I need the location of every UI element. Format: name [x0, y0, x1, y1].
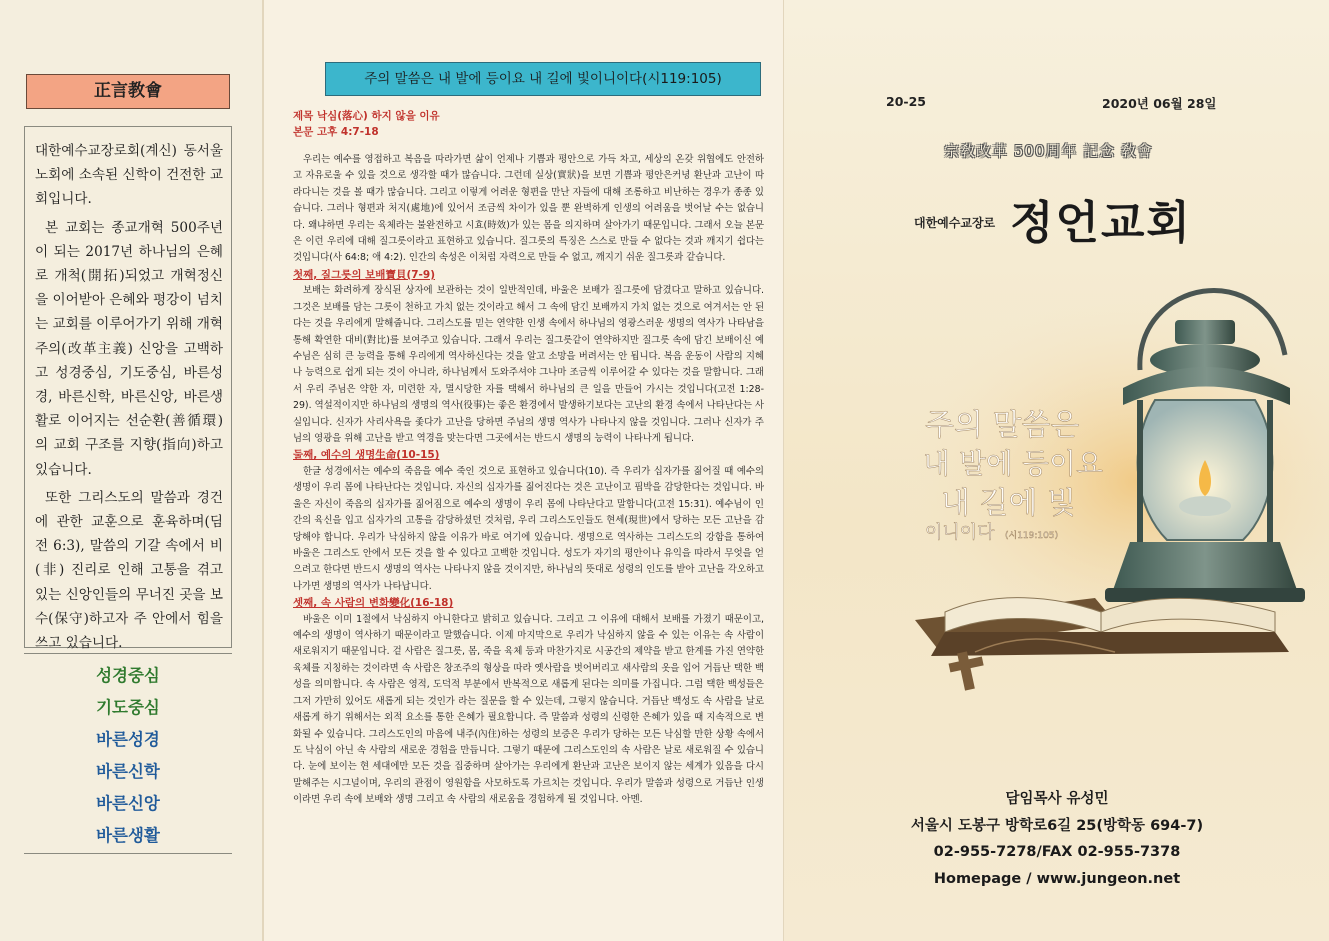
intro-paragraph: 또한 그리스도의 말씀과 경건에 관한 교훈으로 훈육하며(딤전 6:3), 말씀의 기갈 속에서 비(非) 진리로 인해 고통을 겪고 있는 신앙인들의 무너진 곳을 보수(保守)하고자 주 안에서 힘을 쓰고 있습니다.	[35, 489, 223, 652]
art-reference: (시119:105)	[1005, 531, 1059, 541]
slogan-item: 바른신학	[96, 762, 160, 781]
bulletin-date: 2020년 06월 28일	[1102, 96, 1217, 111]
church-intro	[24, 126, 232, 652]
section-heading: 셋째, 속 사람의 변화變化(16-18)	[293, 597, 454, 610]
reformation-label: 宗敎改革 500周年 記念 敎會	[944, 142, 1153, 160]
church-phone: 02-955-7278/FAX 02-955-7378	[933, 844, 1181, 860]
section-body: 한글 성경에서는 예수의 죽음을 예수 죽인 것으로 표현하고 있습니다(10). 즉 우리가 십자가를 짊어질 때 예수의 생명이 우리 몸에 나타난다는 것입니다. 자신의 십자가를 짊어진다는 것은 고난이고 핍박을 감당한다는 것입니다. 바울은 자신이 죽음의 십자가를 짊어짐으로 예수의 생명이 우리 몸에 나타난다고 말합니다(고전 15:31). 예수님이 인간의 육신을 입고 십자가의 고통을 감당하셨던 것처럼, 우리 그리스도인들도 현세(現世)에서 당하는 모든 고난을 감당해야 합니다. 우리가 낙심하지 않을 이유가 바로 여기에 있습니다. 생명으로 역사하는 그리스도의 강함을 통하여 바울은 그리스도 안에서 모든 것을 할 수 있다고 고백한 것입니다. 성도가 자기의 평안이나 유익을 따라서 무엇을 얻으려고 한다면 반드시 생명의 역사는 나타나지 않을 것이지만, 하나님의 뜻대로 성령의 인도를 받아 고난을 각오하고 나가면 생명의 역사가 나타납니다.	[293, 465, 764, 592]
sermon-title: 제목 낙심(落心) 하지 않을 이유	[293, 110, 440, 122]
theme-verse: 주의 말씀은 내 발에 등이요 내 길에 빛이니이다(시119:105)	[364, 71, 722, 87]
section-body: 보배는 화려하게 장식된 상자에 보관하는 것이 일반적인데, 바울은 보배가 질그릇에 담겼다고 말하고 있습니다. 그것은 보배를 담는 그릇이 천하고 가치 없는 것이라고 해서 그 속에 담긴 보배까지 가치 없는 것으로 여겨서는 안 된다는 것을 우리에게 말해줍니다. 그리스도를 믿는 연약한 인생 속에서 하나님의 영광스러운 생명의 역사가 나타남을 통해 확연한 대비(對比)를 보여주고 있습니다. 그래서 우리는 질그릇같이 연약하지만 질그릇 속에 담긴 보배이신 예수님은 심히 큰 능력을 통해 우리에게 역사하신다는 것을 알고 소망을 버려서는 안 됩니다. 복음 운동이 사람의 지혜나 능력으로 쉽게 되는 것이 아니라, 하나님께서 도와주셔야 그나마 조금씩 이루어갈 수 있다는 것을 말합니다. 그래서 우리 주님은 약한 자, 미련한 자, 멸시당한 자를 택해서 하나님의 큰 일을 만들어 가시는 것입니다(고전 1:28-29). 역설적이지만 하나님의 생명의 역사(役事)는 좋은 환경에서 발생하기보다는 고난의 환경 속에서 나타난다는 사실입니다. 신자가 사리사욕을 좇다가 고난을 당하면 주님의 생명 역사가 나타나지 않을 것입니다. 그러나 신자가 주님의 영광을 위해 고난을 받고 역경을 맞는다면 그곳에서는 반드시 생명의 능력이 나타나게 됩니다.	[293, 285, 764, 444]
sermon-body	[293, 108, 764, 809]
theme-verse-box	[325, 62, 761, 96]
fold-line	[262, 0, 264, 941]
art-line: 내 발에 등이요	[923, 447, 1104, 480]
section-heading: 둘째, 예수의 생명生命(10-15)	[293, 449, 440, 462]
church-name-box	[26, 74, 230, 109]
pastor-name: 담임목사 유성민	[1005, 791, 1109, 807]
church-name-hanja: 正言教會	[94, 81, 162, 101]
art-line: 이니이다	[925, 522, 995, 543]
art-line: 주의 말씀은	[925, 408, 1080, 443]
church-address: 서울시 도봉구 방학로6길 25(방학동 694-7)	[910, 817, 1204, 834]
slogan-item: 성경중심	[96, 666, 160, 685]
church-homepage[interactable]: Homepage / www.jungeon.net	[933, 870, 1181, 887]
church-contact	[902, 786, 1212, 892]
section-body: 바울은 이미 1절에서 낙심하지 아니한다고 밝히고 있습니다. 그리고 그 이유에 대해서 보배를 가졌기 때문이고, 예수의 생명이 역사하기 때문이라고 말했습니다. 이제 마지막으로 우리가 낙심하지 않을 수 있는 이유는 속 사람이 새로워지기 때문입니다. 겉 사람은 질그릇, 몸, 죽을 육체 등과 마찬가지로 시공간의 제약을 받고 한계를 가진 연약한 육체를 지칭하는 것이라면 속 사람은 창조주의 형상을 따라 옛사람을 벗어버리고 새사람의 옷을 입어 거듭난 택한 백성을 의미합니다. 속 사람은 영적, 도덕적 부분에서 반복적으로 새롭게 된다는 의미를 가집니다. 그럼 택한 백성들은 그저 가만히 있어도 새롭게 되는 것인가 라는 질문을 할 수 있는데, 그렇지 않습니다. 거듭난 백성도 속 사람을 날로 새롭게 하기 위해서는 외적 요소를 통한 은혜가 필요합니다. 즉 말씀과 성령의 신령한 은혜가 있을 때 지속적으로 변화될 수 있습니다. 그리스도인의 마음에 내주(內住)하는 성령의 보증은 우리가 당하는 모든 낙심할 만한 상황 속에서도 낙심이 아닌 속 사람의 새로운 경험을 만듭니다. 그렇기 때문에 그리스도인의 속 사람은 날로 새로워질 수 있습니다. 눈에 보이는 현 세대에만 모든 것을 집중하며 살아가는 우리에게 환난과 고난은 보이지 않는 세계가 있음을 다시 말해주는 시그널이며, 우리의 관점이 영원함을 사모하도록 가르치는 것입니다. 우리가 말씀과 성령으로 거듭난 인생이라면 우리 속에 보배와 생명 그리고 속 사람의 새로움을 경험하게 될 것입니다. 아멘.	[293, 613, 764, 806]
slogan-item: 바른신앙	[96, 794, 160, 813]
slogan-list	[24, 653, 232, 854]
art-line: 내 길에 빛	[941, 486, 1076, 521]
intro-paragraph: 본 교회는 종교개혁 500주년이 되는 2017년 하나님의 은혜로 개척(開拓)되었고 개혁정신을 이어받아 은혜와 평강이 넘치는 교회를 이루어가기 위해 개혁주의(改革主義) 신앙을 고백하고 성경중심, 기도중심, 바른성경, 바른신학, 바른신앙, 바른생활로 이어지는 선순환(善循環)의 교회 구조를 지향(指向)하고 있습니다.	[35, 219, 223, 478]
slogan-item: 바른생활	[96, 826, 160, 845]
slogan-item: 기도중심	[96, 698, 160, 717]
sermon-text-ref: 본문 고후 4:7-18	[293, 126, 379, 138]
church-name-title: 정언교회	[1010, 196, 1192, 249]
intro-paragraph: 대한예수교장로회(계신) 동서울 노회에 소속된 신학이 건전한 교회입니다.	[35, 143, 223, 208]
issue-number: 20-25	[886, 94, 926, 109]
section-heading: 첫째, 질그릇의 보배寶貝(7-9)	[293, 268, 436, 281]
lantern-bible-illustration	[905, 260, 1329, 700]
slogan-item: 바른성경	[96, 730, 160, 749]
sermon-intro: 우리는 예수를 영접하고 복음을 따라가면 삶이 언제나 기쁨과 평안으로 가득 차고, 세상의 온갖 위협에도 안전하고 자유로울 수 있을 것으로 생각할 때가 많습니다. 그런데 실상(實狀)을 보면 기쁨과 평안은커녕 환난과 고난이 따라다니는 것을 볼 때가 많습니다. 그리고 이렇게 어려운 형편을 만난 자들에 대해 조롱하고 비난하는 경우가 종종 있습니다. 그러나 형편과 처지(處地)에 있어서 조금씩 차이가 있을 뿐 완벽하게 인생의 어려움을 벗어날 수는 없습니다. 왜냐하면 우리는 육체라는 불완전하고 시효(時效)가 있는 몸을 의지하며 살아가기 때문입니다. 그래서 오늘 본문은 이런 우리에 대해 질그릇이라고 표현하고 있습니다. 질그릇의 특징은 스스로 만들 수 없다는 것과 깨지기 쉽다는 것입니다(사 64:8; 애 4:2). 인간의 속성은 이처럼 자력으로 만들 수 없고, 깨지기 쉬운 질그릇과 같습니다.	[293, 154, 764, 264]
denomination-label: 대한예수교장로	[914, 216, 996, 230]
